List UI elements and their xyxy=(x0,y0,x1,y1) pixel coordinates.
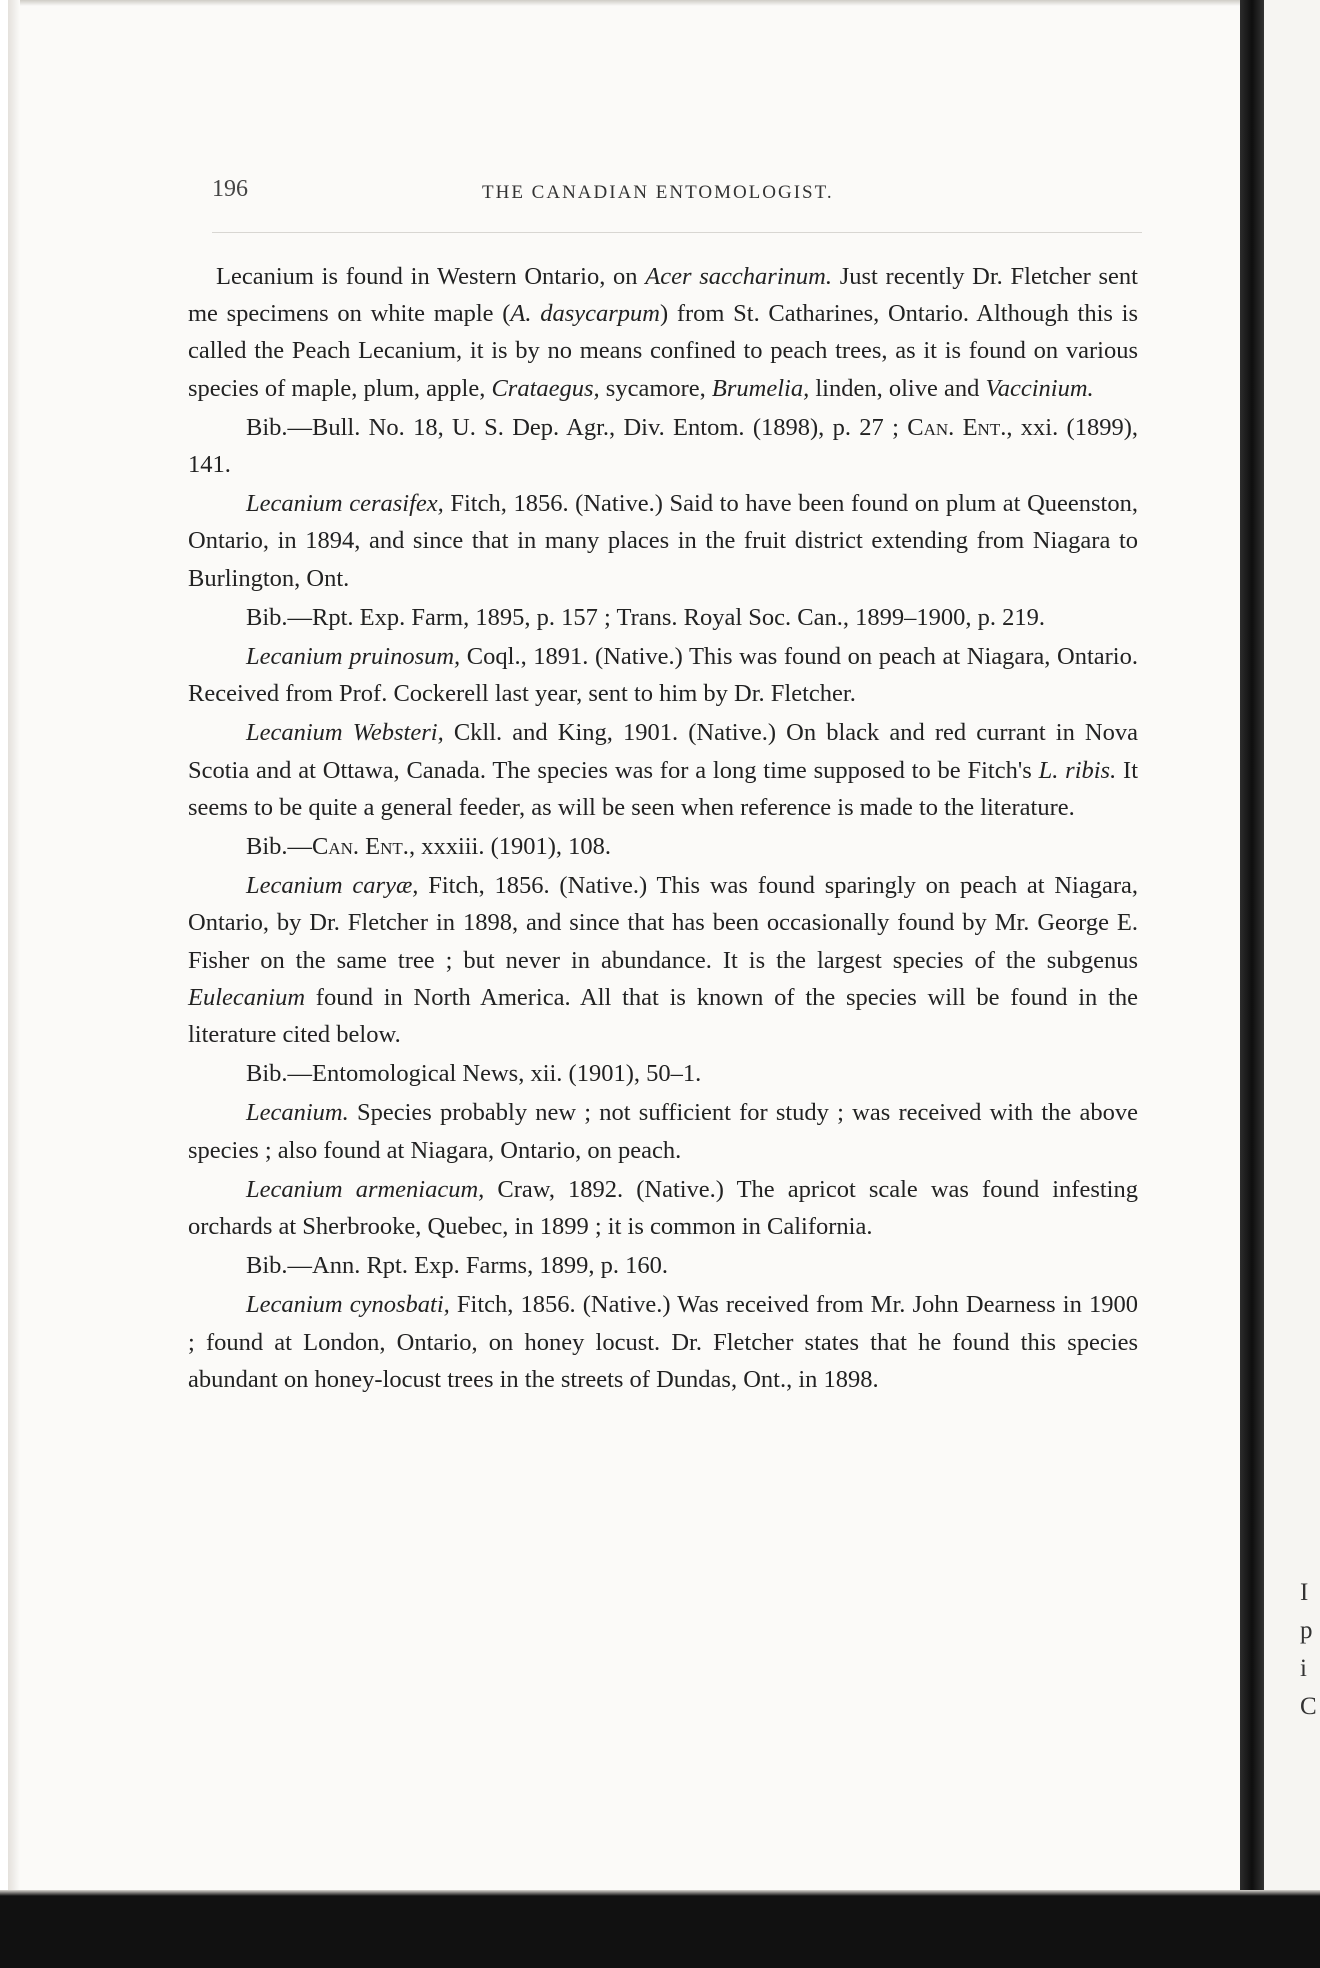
page-left-shadow xyxy=(8,0,20,1960)
page-header xyxy=(212,176,1142,216)
next-page-fragment: i xyxy=(1300,1655,1307,1682)
scan-bottom-border xyxy=(0,1890,1320,1968)
species-paragraph: Lecanium Websteri, Ckll. and King, 1901. (Native.) On black and red currant in Nova Scotia and at Ottawa, Canada. The species was for a long time supposed to be Fitch's L. ribis. It seems to be quite a general feeder, as will be seen when reference is made to the literature. xyxy=(188,719,1139,821)
species-paragraph: Lecanium caryæ, Fitch, 1856. (Native.) This was found sparingly on peach at Niagara, Ontario, by Dr. Fletcher in 1898, and since that has been occasionally found by Mr. George E. Fisher on the same tree ; but never in abundance. It is the largest species of the subgenus Eulecanium found in North America. All that is known of the species will be found in the literature cited below. xyxy=(188,872,1138,1049)
species-paragraph: Lecanium pruinosum, Coql., 1891. (Native.) This was found on peach at Niagara, Ontario. Received from Prof. Cockerell last year, sent to him by Dr. Fletcher. xyxy=(188,643,1138,708)
bibliography-entry: Bib.—Rpt. Exp. Farm, 1895, p. 157 ; Trans. Royal Soc. Can., 1899–1900, p. 219. xyxy=(246,603,1046,631)
species-paragraph: Lecanium cynosbati, Fitch, 1856. (Native.) Was received from Mr. John Dearness in 1900 ; found at London, Ontario, on honey locust. Dr. Fletcher states that he found this species abundant on honey-locust trees in the streets of Dundas, Ont., in 1898. xyxy=(188,1291,1138,1393)
species-paragraph: Lecanium. Species probably new ; not sufficient for study ; was received with the above species ; also found at Niagara, Ontario, on peach. xyxy=(188,1099,1138,1164)
species-paragraph: Lecanium cerasifex, Fitch, 1856. (Native.) Said to have been found on plum at Queenston, Ontario, in 1894, and since that in many places in the fruit district extending from Niagara to Burlington, Ont. xyxy=(188,490,1138,592)
page-number: 196 xyxy=(212,176,248,202)
next-page-fragment: C xyxy=(1300,1693,1317,1720)
page-top-edge xyxy=(18,0,1240,6)
next-page-fragment: p xyxy=(1300,1617,1313,1644)
next-page-text xyxy=(1300,0,1320,1890)
bibliography-entry: Bib.—Entomological News, xii. (1901), 50–1. xyxy=(246,1060,702,1088)
bibliography-entry: Bib.—Bull. No. 18, U. S. Dep. Agr., Div. Entom. (1898), p. 27 ; Can. Ent., xxi. (1899), 141. xyxy=(188,413,1138,479)
paragraph: Lecanium is found in Western Ontario, on Acer saccharinum. Just recently Dr. Fletcher sent me specimens on white maple (A. dasycarpum) from St. Catharines, Ontario. Although this is called the Peach Lecanium, it is by no means confined to peach trees, as it is found on various species of maple, plum, apple, Crataegus, sycamore, Brumelia, linden, olive and Vaccinium. xyxy=(188,263,1138,402)
species-paragraph: Lecanium armeniacum, Craw, 1892. (Native.) The apricot scale was found infesting orchards at Sherbrooke, Quebec, in 1899 ; it is common in California. xyxy=(188,1175,1138,1241)
article-body xyxy=(188,258,1138,1398)
book-gutter xyxy=(1240,0,1264,1968)
bibliography-entry: Bib.—Can. Ent., xxxiii. (1901), 108. xyxy=(246,833,612,861)
bibliography-entry: Bib.—Ann. Rpt. Exp. Farms, 1899, p. 160. xyxy=(246,1252,668,1280)
running-title: THE CANADIAN ENTOMOLOGIST. xyxy=(482,182,834,203)
header-rule xyxy=(212,232,1142,233)
next-page-fragment: I xyxy=(1300,1579,1309,1606)
